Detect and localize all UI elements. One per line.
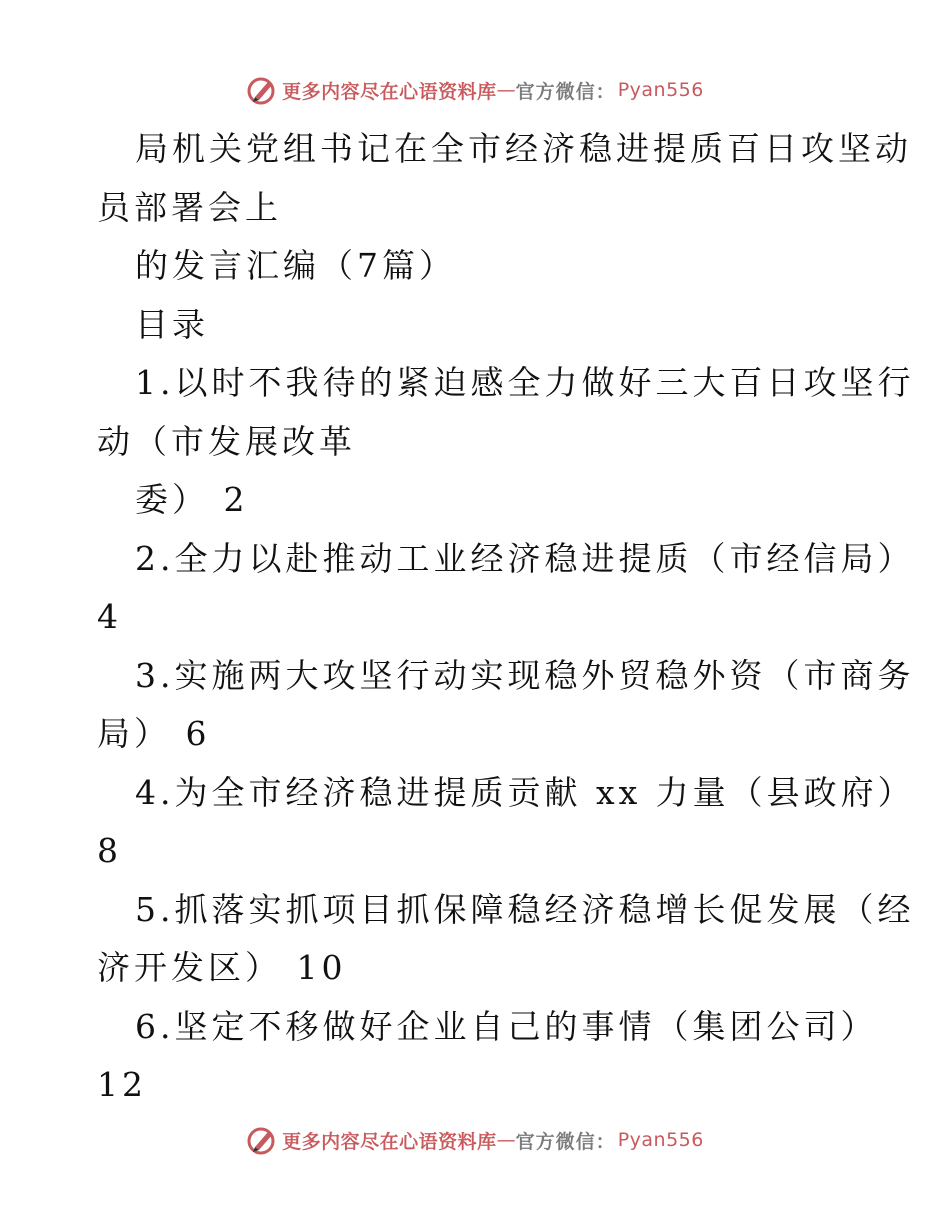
toc-entry-2-line-1: 2.全力以赴推动工业经济稳进提质（市经信局） (135, 538, 915, 578)
banner-label: 官方微信： (515, 80, 616, 103)
toc-entry-5-line-1: 5.抓落实抓项目抓保障稳经济稳增长促发展（经 (135, 889, 915, 929)
pen-logo-icon (246, 74, 278, 106)
toc-entry-4-line-1: 4.为全市经济稳进提质贡献 xx 力量（县政府） (135, 772, 915, 812)
banner-separator: — (496, 1129, 516, 1151)
banner-main-text: 更多内容尽在心语资料库 (282, 80, 497, 103)
banner-separator: — (496, 79, 516, 101)
banner-wechat-id: Pyan556 (617, 79, 704, 101)
toc-heading: 目录 (135, 304, 209, 344)
banner-wechat-id: Pyan556 (617, 1129, 704, 1151)
toc-entry-3-line-1: 3.实施两大攻坚行动实现稳外贸稳外资（市商务 (135, 655, 915, 695)
header-watermark-banner (0, 68, 950, 112)
toc-entry-6-page: 12 (97, 1065, 147, 1104)
banner-label: 官方微信： (515, 1130, 616, 1153)
toc-entry-4-page: 8 (97, 831, 122, 870)
document-body (97, 120, 915, 1115)
document-title-line-1: 局机关党组书记在全市经济稳进提质百日攻坚动 (135, 129, 912, 168)
toc-entry-1-line-2: 动（市发展改革 (97, 421, 356, 461)
toc-entry-5-line-2: 济开发区） 10 (97, 948, 347, 987)
toc-entry-2-page: 4 (97, 597, 122, 636)
toc-entry-6-line-1: 6.坚定不移做好企业自己的事情（集团公司） (135, 1006, 878, 1046)
document-title-line-3: 的发言汇编（7篇） (135, 246, 456, 285)
toc-entry-1-line-1: 1.以时不我待的紧迫感全力做好三大百日攻坚行 (135, 363, 915, 402)
toc-entry-3-line-2: 局） 6 (97, 714, 211, 753)
footer-watermark-banner (0, 1118, 950, 1162)
document-title-line-2: 员部署会上 (97, 187, 282, 227)
pen-logo-icon (246, 1124, 278, 1156)
banner-main-text: 更多内容尽在心语资料库 (282, 1130, 497, 1153)
toc-entry-1-line-3: 委） 2 (135, 480, 249, 519)
